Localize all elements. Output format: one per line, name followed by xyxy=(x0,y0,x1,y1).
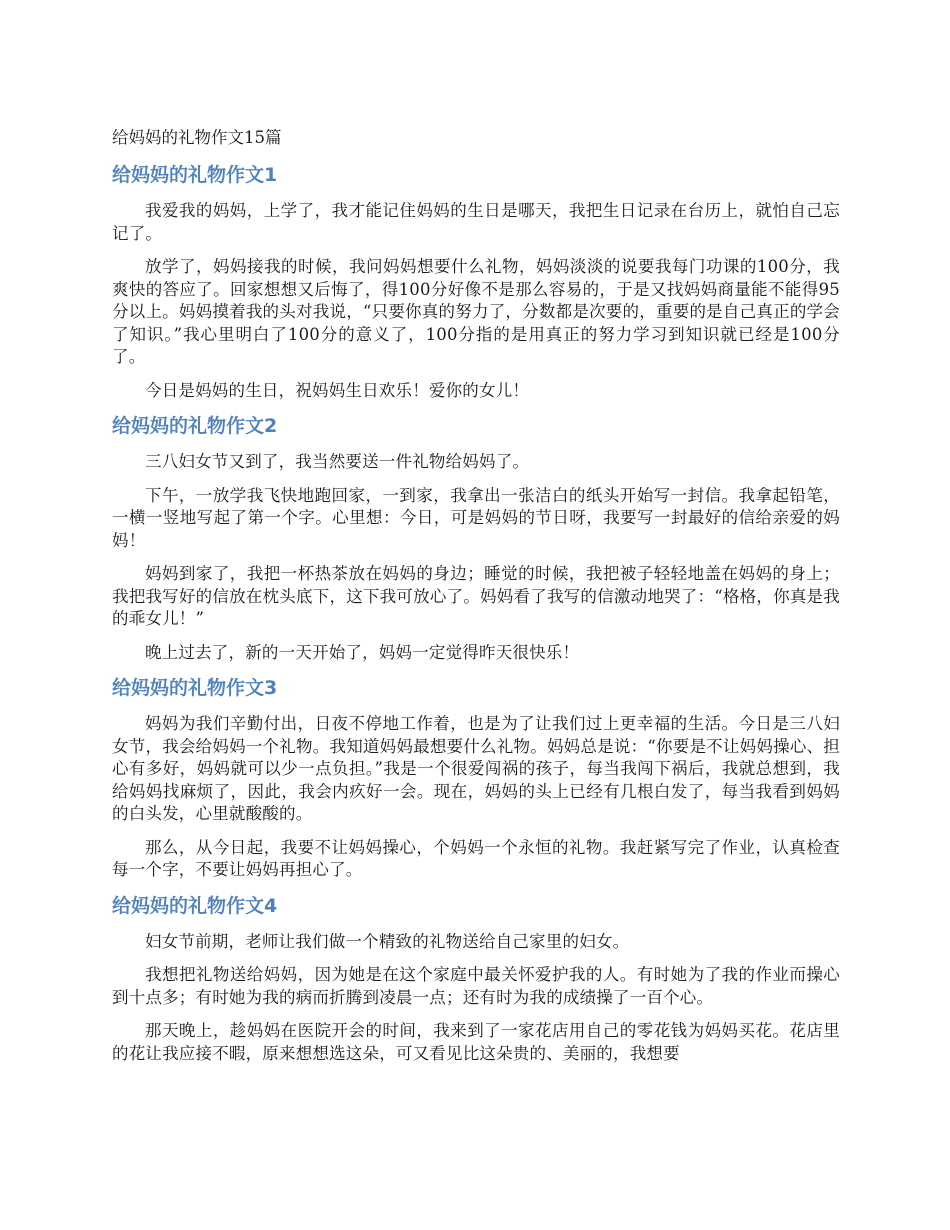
section-heading: 给妈妈的礼物作文2 xyxy=(112,415,278,437)
paragraph: 三八妇女节又到了，我当然要送一件礼物给妈妈了。 xyxy=(145,452,530,471)
document-title: 给妈妈的礼物作文15篇 xyxy=(112,128,282,147)
essay-section-1 xyxy=(112,162,840,402)
paragraph: 我爱我的妈妈，上学了，我才能记住妈妈的生日是哪天，我把生日记录在台历上，就怕自己忘记了。 xyxy=(112,201,840,243)
paragraph: 我想把礼物送给妈妈，因为她是在这个家庭中最关怀爱护我的人。有时她为了我的作业而操心到十点多；有时她为我的病而折腾到凌晨一点；还有时为我的成绩操了一百个心。 xyxy=(112,965,840,1007)
paragraph: 晚上过去了，新的一天开始了，妈妈一定觉得昨天很快乐！ xyxy=(145,642,580,662)
section-heading: 给妈妈的礼物作文3 xyxy=(112,677,278,699)
essay-section-3 xyxy=(112,675,840,882)
paragraph: 那么，从今日起，我要不让妈妈操心，个妈妈一个永恒的礼物。我赶紧写完了作业，认真检查每一个字，不要让妈妈再担心了。 xyxy=(112,837,840,879)
paragraph: 那天晚上，趁妈妈在医院开会的时间，我来到了一家花店用自己的零花钱为妈妈买花。花店里的花让我应接不暇，原来想想选这朵，可又看见比这朵贵的、美丽的，我想要 xyxy=(112,1021,840,1063)
essay-section-2 xyxy=(112,413,840,664)
essay-section-4 xyxy=(112,893,840,1066)
paragraph: 放学了，妈妈接我的时候，我问妈妈想要什么礼物，妈妈淡淡的说要我每门功课的100分，我爽快的答应了。回家想想又后悔了，得100分好像不是那么容易的，于是又找妈妈商量能不能得95分以上。妈妈摸着我的头对我说，“只要你真的努力了，分数都是次要的，重要的是自己真正的学会了知识。”我心里明白了100分的意义了，100分指的是用真正的努力学习到知识就已经是100分了。 xyxy=(112,257,840,366)
paragraph: 下午，一放学我飞快地跑回家，一到家，我拿出一张洁白的纸头开始写一封信。我拿起铅笔，一横一竖地写起了第一个字。心里想：今日，可是妈妈的节日呀，我要写一封最好的信给亲爱的妈妈！ xyxy=(112,485,840,550)
paragraph: 妇女节前期，老师让我们做一个精致的礼物送给自己家里的妇女。 xyxy=(145,931,630,951)
section-heading: 给妈妈的礼物作文1 xyxy=(112,164,278,186)
paragraph: 今日是妈妈的生日，祝妈妈生日欢乐！爱你的女儿！ xyxy=(145,380,530,400)
section-heading: 给妈妈的礼物作文4 xyxy=(112,894,278,917)
document-page xyxy=(112,126,840,1076)
paragraph: 妈妈到家了，我把一杯热茶放在妈妈的身边；睡觉的时候，我把被子轻轻地盖在妈妈的身上；我把我写好的信放在枕头底下，这下我可放心了。妈妈看了我写的信激动地哭了：“格格，你真是我的乖女儿！” xyxy=(112,564,840,628)
paragraph: 妈妈为我们辛勤付出，日夜不停地工作着，也是为了让我们过上更幸福的生活。今日是三八妇女节，我会给妈妈一个礼物。我知道妈妈最想要什么礼物。妈妈总是说：“你要是不让妈妈操心、担心有多好，妈妈就可以少一点负担。”我是一个很爱闯祸的孩子，每当我闯下祸后，我就总想到，我给妈妈找麻烦了，因此，我会内疚好一会。现在，妈妈的头上已经有几根白发了，每当我看到妈妈的白头发，心里就酸酸的。 xyxy=(112,714,840,823)
